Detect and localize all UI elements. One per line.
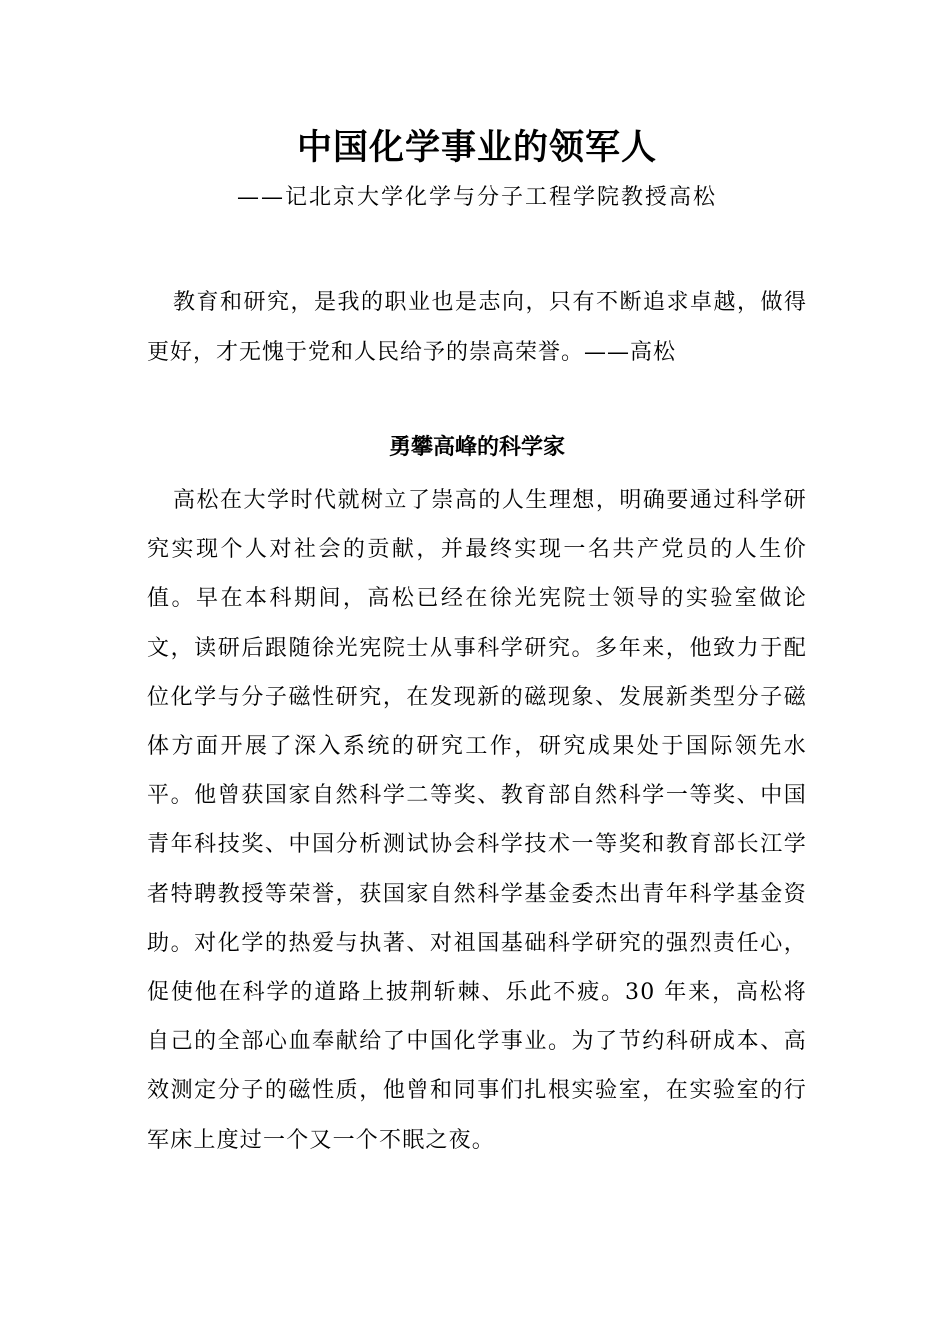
page-subtitle: ——记北京大学化学与分子工程学院教授高松	[236, 185, 717, 210]
page-title: 中国化学事业的领军人	[296, 127, 657, 168]
opening-quote: 教育和研究，是我的职业也是志向，只有不断追求卓越，做得更好，才无愧于党和人民给予的崇高荣誉。——高松	[147, 290, 807, 365]
section-paragraph: 高松在大学时代就树立了崇高的人生理想，明确要通过科学研究实现个人对社会的贡献，并最终实现一名共产党员的人生价值。早在本科期间，高松已经在徐光宪院士领导的实验室做论文，读研后跟随徐光宪院士从事科学研究。多年来，他致力于配位化学与分子磁性研究，在发现新的磁现象、发展新类型分子磁体方面开展了深入系统的研究工作，研究成果处于国际领先水平。他曾获国家自然科学二等奖、教育部自然科学一等奖、中国青年科技奖、中国分析测试协会科学技术一等奖和教育部长江学者特聘教授等荣誉，获国家自然科学基金委杰出青年科学基金资助。对化学的热爱与执著、对祖国基础科学研究的强烈责任心，促使他在科学的道路上披荆斩棘、乐此不疲。30 年来，高松将自己的全部心血奉献给了中国化学事业。为了节约科研成本、高效测定分子的磁性质，他曾和同事们扎根实验室，在实验室的行军床上度过一个又一个不眠之夜。	[147, 488, 807, 1153]
section-heading: 勇攀高峰的科学家	[388, 435, 565, 460]
